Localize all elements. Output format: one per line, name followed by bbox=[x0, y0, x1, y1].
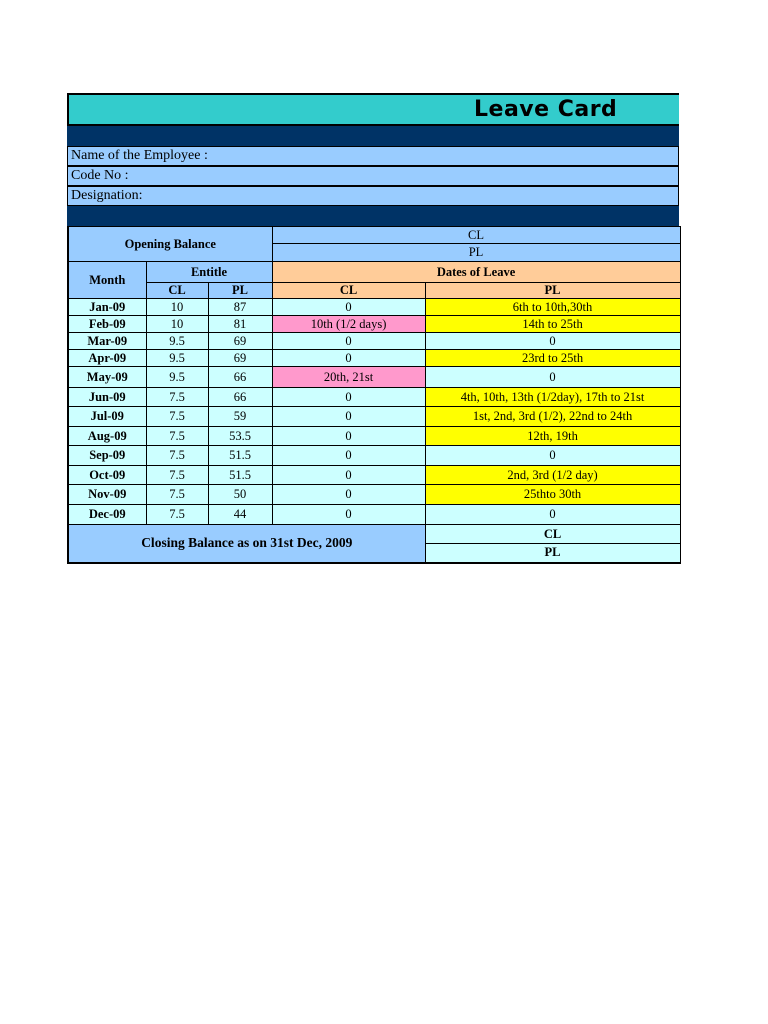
table-row bbox=[68, 388, 680, 407]
month-cell: Sep-09 bbox=[68, 446, 146, 466]
table-row bbox=[68, 316, 680, 333]
leave-cl-cell[interactable]: 0 bbox=[272, 446, 425, 466]
leave-pl-cell[interactable]: 4th, 10th, 13th (1/2day), 17th to 21st bbox=[425, 388, 680, 407]
table-row bbox=[68, 367, 680, 388]
entitle-cl-cell[interactable]: 7.5 bbox=[146, 485, 208, 505]
closing-balance-pl[interactable]: PL bbox=[425, 544, 680, 563]
header-band bbox=[67, 126, 679, 146]
code-no-field[interactable]: Code No : bbox=[67, 166, 679, 186]
entitle-cl-cell[interactable]: 7.5 bbox=[146, 427, 208, 446]
leave-pl-cell[interactable]: 2nd, 3rd (1/2 day) bbox=[425, 466, 680, 485]
table-row bbox=[68, 485, 680, 505]
leave-pl-header: PL bbox=[425, 283, 680, 299]
leave-cl-cell[interactable]: 0 bbox=[272, 350, 425, 367]
leave-cl-header: CL bbox=[272, 283, 425, 299]
opening-balance-pl[interactable]: PL bbox=[272, 244, 680, 262]
opening-balance-cl[interactable]: CL bbox=[272, 227, 680, 244]
leave-cl-cell[interactable]: 0 bbox=[272, 388, 425, 407]
leave-pl-cell[interactable]: 0 bbox=[425, 505, 680, 525]
entitle-pl-cell[interactable]: 69 bbox=[208, 350, 272, 367]
entitle-header: Entitle bbox=[146, 262, 272, 283]
table-row bbox=[68, 446, 680, 466]
leave-pl-cell[interactable]: 1st, 2nd, 3rd (1/2), 22nd to 24th bbox=[425, 407, 680, 427]
month-cell: Mar-09 bbox=[68, 333, 146, 350]
entitle-cl-cell[interactable]: 7.5 bbox=[146, 505, 208, 525]
separator-band bbox=[67, 206, 679, 226]
month-cell: May-09 bbox=[68, 367, 146, 388]
leave-table bbox=[67, 226, 681, 564]
entitle-cl-cell[interactable]: 7.5 bbox=[146, 446, 208, 466]
dates-of-leave-header: Dates of Leave bbox=[272, 262, 680, 283]
entitle-cl-header: CL bbox=[146, 283, 208, 299]
table-row bbox=[68, 299, 680, 316]
leave-pl-cell[interactable]: 25thto 30th bbox=[425, 485, 680, 505]
leave-cl-cell[interactable]: 20th, 21st bbox=[272, 367, 425, 388]
month-cell: Nov-09 bbox=[68, 485, 146, 505]
leave-pl-cell[interactable]: 14th to 25th bbox=[425, 316, 680, 333]
table-row bbox=[68, 407, 680, 427]
designation-field[interactable]: Designation: bbox=[67, 186, 679, 206]
entitle-cl-cell[interactable]: 7.5 bbox=[146, 466, 208, 485]
entitle-pl-cell[interactable]: 66 bbox=[208, 388, 272, 407]
entitle-cl-cell[interactable]: 10 bbox=[146, 316, 208, 333]
month-cell: Apr-09 bbox=[68, 350, 146, 367]
entitle-pl-cell[interactable]: 81 bbox=[208, 316, 272, 333]
leave-cl-cell[interactable]: 0 bbox=[272, 333, 425, 350]
entitle-cl-cell[interactable]: 7.5 bbox=[146, 407, 208, 427]
entitle-pl-cell[interactable]: 50 bbox=[208, 485, 272, 505]
leave-cl-cell[interactable]: 0 bbox=[272, 427, 425, 446]
leave-pl-cell[interactable]: 23rd to 25th bbox=[425, 350, 680, 367]
table-row bbox=[68, 505, 680, 525]
leave-pl-cell[interactable]: 6th to 10th,30th bbox=[425, 299, 680, 316]
page-title: Leave Card bbox=[474, 97, 618, 122]
month-cell: Jun-09 bbox=[68, 388, 146, 407]
table-row bbox=[68, 333, 680, 350]
month-cell: Oct-09 bbox=[68, 466, 146, 485]
month-cell: Feb-09 bbox=[68, 316, 146, 333]
opening-balance-label: Opening Balance bbox=[68, 227, 272, 262]
month-header: Month bbox=[68, 262, 146, 299]
leave-pl-cell[interactable]: 0 bbox=[425, 446, 680, 466]
leave-cl-cell[interactable]: 0 bbox=[272, 407, 425, 427]
closing-balance-cl[interactable]: CL bbox=[425, 525, 680, 544]
leave-cl-cell[interactable]: 0 bbox=[272, 466, 425, 485]
entitle-cl-cell[interactable]: 7.5 bbox=[146, 388, 208, 407]
leave-pl-cell[interactable]: 0 bbox=[425, 367, 680, 388]
title-bar bbox=[67, 93, 679, 126]
leave-pl-cell[interactable]: 0 bbox=[425, 333, 680, 350]
entitle-cl-cell[interactable]: 9.5 bbox=[146, 367, 208, 388]
table-row bbox=[68, 427, 680, 446]
table-row bbox=[68, 466, 680, 485]
entitle-cl-cell[interactable]: 9.5 bbox=[146, 350, 208, 367]
month-cell: Aug-09 bbox=[68, 427, 146, 446]
closing-balance-label: Closing Balance as on 31st Dec, 2009 bbox=[68, 525, 425, 563]
entitle-pl-cell[interactable]: 87 bbox=[208, 299, 272, 316]
entitle-pl-cell[interactable]: 44 bbox=[208, 505, 272, 525]
leave-cl-cell[interactable]: 10th (1/2 days) bbox=[272, 316, 425, 333]
table-row bbox=[68, 350, 680, 367]
month-cell: Jul-09 bbox=[68, 407, 146, 427]
month-cell: Dec-09 bbox=[68, 505, 146, 525]
entitle-pl-cell[interactable]: 66 bbox=[208, 367, 272, 388]
leave-cl-cell[interactable]: 0 bbox=[272, 299, 425, 316]
leave-cl-cell[interactable]: 0 bbox=[272, 485, 425, 505]
entitle-cl-cell[interactable]: 10 bbox=[146, 299, 208, 316]
entitle-pl-cell[interactable]: 59 bbox=[208, 407, 272, 427]
entitle-pl-header: PL bbox=[208, 283, 272, 299]
entitle-cl-cell[interactable]: 9.5 bbox=[146, 333, 208, 350]
leave-pl-cell[interactable]: 12th, 19th bbox=[425, 427, 680, 446]
entitle-pl-cell[interactable]: 69 bbox=[208, 333, 272, 350]
entitle-pl-cell[interactable]: 51.5 bbox=[208, 466, 272, 485]
employee-name-field[interactable]: Name of the Employee : bbox=[67, 146, 679, 166]
entitle-pl-cell[interactable]: 53.5 bbox=[208, 427, 272, 446]
leave-cl-cell[interactable]: 0 bbox=[272, 505, 425, 525]
month-cell: Jan-09 bbox=[68, 299, 146, 316]
entitle-pl-cell[interactable]: 51.5 bbox=[208, 446, 272, 466]
